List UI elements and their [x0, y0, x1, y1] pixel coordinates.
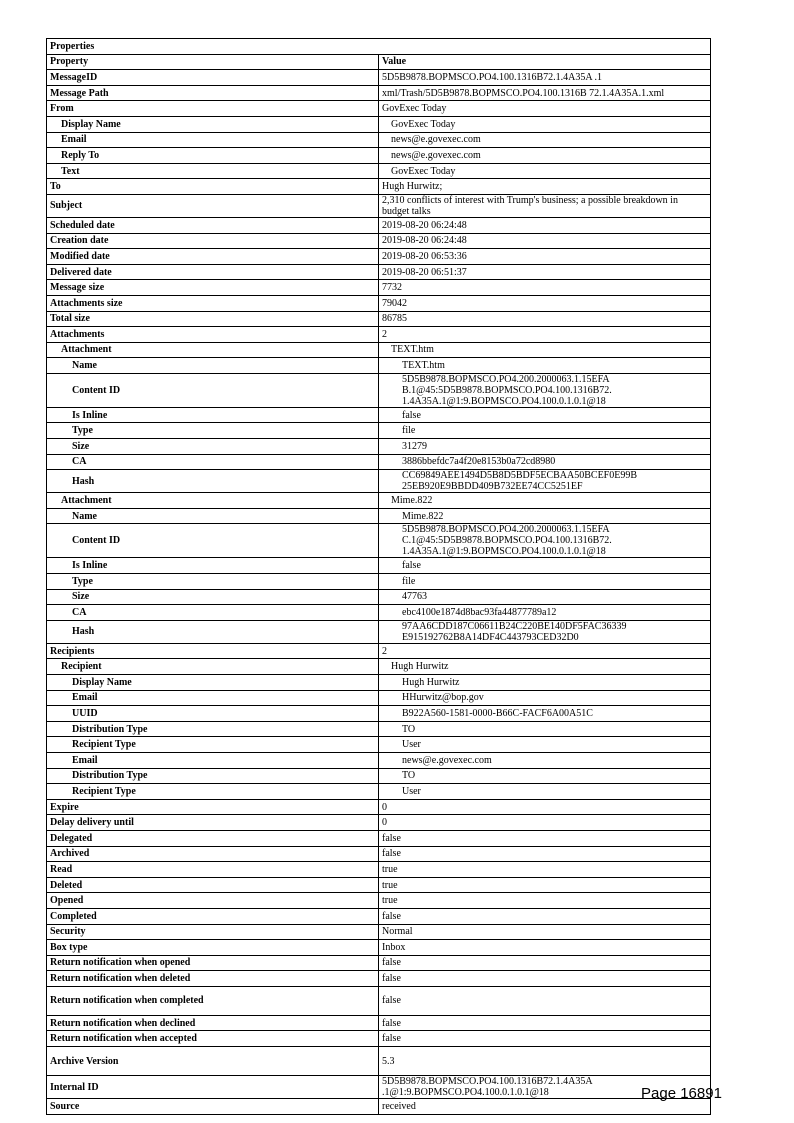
- table-row: [47, 407, 711, 423]
- table-row: [47, 264, 711, 280]
- property-value: TEXT.htm: [379, 358, 711, 374]
- property-name: Return notification when declined: [47, 1015, 379, 1031]
- property-value: 47763: [379, 589, 711, 605]
- property-value: false: [379, 955, 711, 971]
- property-name: Recipients: [47, 643, 379, 659]
- property-value: TO: [379, 721, 711, 737]
- page-number: Page 16891: [641, 1085, 722, 1102]
- property-name: Archive Version: [47, 1047, 379, 1076]
- property-name: Return notification when deleted: [47, 971, 379, 987]
- table-title-row: [47, 39, 711, 55]
- property-value: false: [379, 407, 711, 423]
- property-value: Mime.822: [379, 508, 711, 524]
- property-value: B922A560-1581-0000-B66C-FACF6A00A51C: [379, 706, 711, 722]
- table-row: [47, 233, 711, 249]
- property-name: From: [47, 101, 379, 117]
- table-row: [47, 924, 711, 940]
- property-value: 86785: [379, 311, 711, 327]
- property-value: 79042: [379, 295, 711, 311]
- table-row: [47, 1047, 711, 1076]
- table-row: [47, 373, 711, 407]
- table-row: [47, 605, 711, 621]
- property-name: Read: [47, 862, 379, 878]
- table-row: [47, 690, 711, 706]
- table-row: [47, 675, 711, 691]
- property-name: Hash: [47, 470, 379, 493]
- property-name: Total size: [47, 311, 379, 327]
- property-name: Box type: [47, 940, 379, 956]
- property-name: MessageID: [47, 70, 379, 86]
- property-name: Completed: [47, 908, 379, 924]
- property-value: 31279: [379, 439, 711, 455]
- property-name: Expire: [47, 799, 379, 815]
- property-value: GovExec Today: [379, 163, 711, 179]
- table-row: [47, 342, 711, 358]
- property-value: ebc4100e1874d8bac93fa44877789a12: [379, 605, 711, 621]
- property-name: Deleted: [47, 877, 379, 893]
- property-name: Name: [47, 358, 379, 374]
- property-value: true: [379, 862, 711, 878]
- property-value: 2: [379, 643, 711, 659]
- table-row: [47, 148, 711, 164]
- property-name: UUID: [47, 706, 379, 722]
- property-name: Modified date: [47, 249, 379, 265]
- property-value: xml/Trash/5D5B9878.BOPMSCO.PO4.100.1316B 72.1.4A35A.1.xml: [379, 85, 711, 101]
- table-row: [47, 179, 711, 195]
- property-value: 2019-08-20 06:53:36: [379, 249, 711, 265]
- table-row: [47, 830, 711, 846]
- property-name: Attachments: [47, 327, 379, 343]
- table-row: [47, 846, 711, 862]
- property-value: news@e.govexec.com: [379, 132, 711, 148]
- table-row: [47, 768, 711, 784]
- property-name: Recipient: [47, 659, 379, 675]
- property-value: 2019-08-20 06:24:48: [379, 217, 711, 233]
- property-value: TEXT.htm: [379, 342, 711, 358]
- property-value: 5D5B9878.BOPMSCO.PO4.200.2000063.1.15EFA B.1@45:5D5B9878.BOPMSCO.PO4.100.1316B72. 1.4A35A.1@1:9.BOPMSCO.PO4.100.0.1.0.1@18: [379, 373, 711, 407]
- property-value: false: [379, 1015, 711, 1031]
- property-name: Type: [47, 574, 379, 590]
- table-row: [47, 955, 711, 971]
- header-property: Property: [47, 54, 379, 70]
- table-row: [47, 1076, 711, 1099]
- table-row: [47, 163, 711, 179]
- table-row: [47, 327, 711, 343]
- property-value: TO: [379, 768, 711, 784]
- property-value: Mime.822: [379, 493, 711, 509]
- property-name: Creation date: [47, 233, 379, 249]
- table-row: [47, 439, 711, 455]
- property-name: Return notification when completed: [47, 986, 379, 1015]
- table-row: [47, 493, 711, 509]
- property-value: true: [379, 877, 711, 893]
- property-value: file: [379, 423, 711, 439]
- property-value: false: [379, 1031, 711, 1047]
- properties-table: [46, 38, 711, 1115]
- property-value: 5D5B9878.BOPMSCO.PO4.200.2000063.1.15EFA C.1@45:5D5B9878.BOPMSCO.PO4.100.1316B72. 1.4A35A.1@1:9.BOPMSCO.PO4.100.0.1.0.1@18: [379, 524, 711, 558]
- table-row: [47, 971, 711, 987]
- property-name: Delay delivery until: [47, 815, 379, 831]
- property-name: Recipient Type: [47, 784, 379, 800]
- property-name: Name: [47, 508, 379, 524]
- property-name: Email: [47, 752, 379, 768]
- table-row: [47, 508, 711, 524]
- table-row: [47, 1099, 711, 1115]
- property-value: 97AA6CDD187C06611B24C220BE140DF5FAC36339 E915192762B8A14DF4C443793CED32D0: [379, 620, 711, 643]
- table-row: [47, 311, 711, 327]
- table-row: [47, 524, 711, 558]
- table-row: [47, 643, 711, 659]
- property-name: Internal ID: [47, 1076, 379, 1099]
- property-value: false: [379, 971, 711, 987]
- property-name: Message Path: [47, 85, 379, 101]
- table-title: Properties: [47, 39, 711, 55]
- property-name: Is Inline: [47, 407, 379, 423]
- property-value: received: [379, 1099, 711, 1115]
- property-name: Content ID: [47, 524, 379, 558]
- property-name: Hash: [47, 620, 379, 643]
- property-value: true: [379, 893, 711, 909]
- property-value: Hugh Hurwitz: [379, 659, 711, 675]
- property-name: CA: [47, 605, 379, 621]
- table-row: [47, 620, 711, 643]
- property-value: file: [379, 574, 711, 590]
- property-name: Email: [47, 132, 379, 148]
- property-value: 0: [379, 799, 711, 815]
- property-name: To: [47, 179, 379, 195]
- property-value: news@e.govexec.com: [379, 752, 711, 768]
- property-value: GovExec Today: [379, 101, 711, 117]
- property-value: HHurwitz@bop.gov: [379, 690, 711, 706]
- table-row: [47, 558, 711, 574]
- property-value: false: [379, 846, 711, 862]
- property-name: Scheduled date: [47, 217, 379, 233]
- property-value: GovExec Today: [379, 116, 711, 132]
- property-name: Is Inline: [47, 558, 379, 574]
- property-value: false: [379, 558, 711, 574]
- table-row: [47, 280, 711, 296]
- table-row: [47, 423, 711, 439]
- table-header-row: [47, 54, 711, 70]
- property-value: false: [379, 908, 711, 924]
- table-row: [47, 295, 711, 311]
- property-name: Size: [47, 589, 379, 605]
- table-row: [47, 249, 711, 265]
- property-name: Distribution Type: [47, 768, 379, 784]
- property-value: 2,310 conflicts of interest with Trump's business; a possible breakdown in budget talks: [379, 194, 711, 217]
- property-name: Attachment: [47, 342, 379, 358]
- table-row: [47, 721, 711, 737]
- property-value: Hugh Hurwitz;: [379, 179, 711, 195]
- table-row: [47, 940, 711, 956]
- property-value: User: [379, 784, 711, 800]
- property-name: Attachments size: [47, 295, 379, 311]
- table-row: [47, 893, 711, 909]
- property-name: Delivered date: [47, 264, 379, 280]
- property-value: 0: [379, 815, 711, 831]
- property-value: CC69849AEE1494D5B8D5BDF5ECBAA50BCEF0E99B 25EB920E9BBDD409B732EE74CC5251EF: [379, 470, 711, 493]
- property-name: Source: [47, 1099, 379, 1115]
- header-value: Value: [379, 54, 711, 70]
- table-row: [47, 659, 711, 675]
- property-name: Recipient Type: [47, 737, 379, 753]
- property-name: Distribution Type: [47, 721, 379, 737]
- property-value: false: [379, 986, 711, 1015]
- property-value: false: [379, 830, 711, 846]
- property-name: CA: [47, 454, 379, 470]
- table-row: [47, 799, 711, 815]
- table-row: [47, 70, 711, 86]
- table-row: [47, 470, 711, 493]
- property-name: Delegated: [47, 830, 379, 846]
- property-value: Normal: [379, 924, 711, 940]
- table-row: [47, 1015, 711, 1031]
- property-value: 7732: [379, 280, 711, 296]
- property-name: Display Name: [47, 116, 379, 132]
- property-value: User: [379, 737, 711, 753]
- property-value: 5.3: [379, 1047, 711, 1076]
- table-row: [47, 1031, 711, 1047]
- table-row: [47, 589, 711, 605]
- table-row: [47, 908, 711, 924]
- property-name: Attachment: [47, 493, 379, 509]
- property-value: 3886bbefdc7a4f20e8153b0a72cd8980: [379, 454, 711, 470]
- property-value: 2: [379, 327, 711, 343]
- table-row: [47, 101, 711, 117]
- property-name: Display Name: [47, 675, 379, 691]
- table-row: [47, 784, 711, 800]
- table-row: [47, 85, 711, 101]
- property-name: Reply To: [47, 148, 379, 164]
- property-value: 2019-08-20 06:51:37: [379, 264, 711, 280]
- table-row: [47, 132, 711, 148]
- table-row: [47, 116, 711, 132]
- property-value: news@e.govexec.com: [379, 148, 711, 164]
- property-name: Subject: [47, 194, 379, 217]
- property-value: 5D5B9878.BOPMSCO.PO4.100.1316B72.1.4A35A .1: [379, 70, 711, 86]
- table-row: [47, 737, 711, 753]
- table-row: [47, 454, 711, 470]
- property-name: Return notification when opened: [47, 955, 379, 971]
- table-row: [47, 706, 711, 722]
- property-name: Content ID: [47, 373, 379, 407]
- table-row: [47, 815, 711, 831]
- table-row: [47, 194, 711, 217]
- table-row: [47, 574, 711, 590]
- property-name: Size: [47, 439, 379, 455]
- table-row: [47, 986, 711, 1015]
- property-name: Archived: [47, 846, 379, 862]
- property-name: Opened: [47, 893, 379, 909]
- table-row: [47, 217, 711, 233]
- property-value: 2019-08-20 06:24:48: [379, 233, 711, 249]
- property-name: Email: [47, 690, 379, 706]
- property-value: Hugh Hurwitz: [379, 675, 711, 691]
- property-value: 5D5B9878.BOPMSCO.PO4.100.1316B72.1.4A35A .1@1:9.BOPMSCO.PO4.100.0.1.0.1@18: [379, 1076, 711, 1099]
- property-name: Text: [47, 163, 379, 179]
- property-name: Type: [47, 423, 379, 439]
- table-row: [47, 862, 711, 878]
- property-value: Inbox: [379, 940, 711, 956]
- table-row: [47, 358, 711, 374]
- property-name: Security: [47, 924, 379, 940]
- table-row: [47, 752, 711, 768]
- property-name: Message size: [47, 280, 379, 296]
- table-row: [47, 877, 711, 893]
- property-name: Return notification when accepted: [47, 1031, 379, 1047]
